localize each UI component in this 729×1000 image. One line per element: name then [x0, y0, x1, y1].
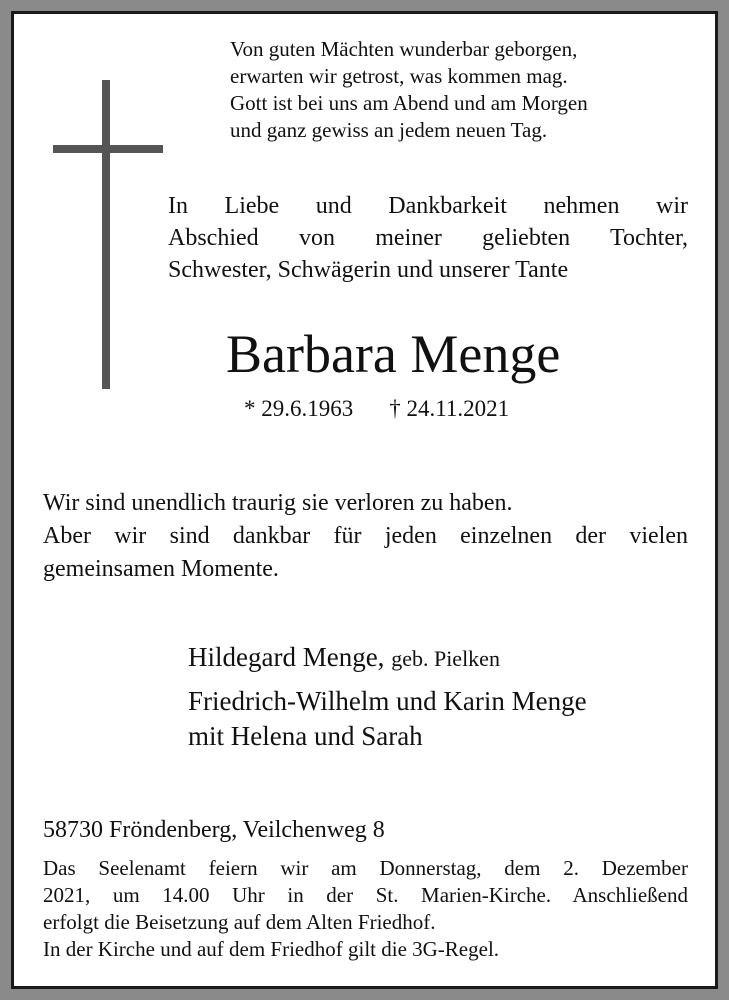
service-line: erfolgt die Beisetzung auf dem Alten Friedhof. [43, 910, 436, 934]
poem-line: erwarten wir getrost, was kommen mag. [230, 64, 568, 88]
deceased-name: Barbara Menge [226, 324, 561, 384]
birth-date: * 29.6.1963 [244, 396, 354, 421]
service-line: In der Kirche und auf dem Friedhof gilt die 3G-Regel. [43, 937, 500, 961]
family-address: 58730 Fröndenberg, Veilchenweg 8 [43, 817, 385, 843]
message-line: gemeinsamen Momente. [43, 556, 279, 582]
remembrance-message [43, 487, 688, 586]
farewell-intro [168, 190, 688, 286]
mourner-name: Hildegard Menge, [188, 642, 385, 672]
cross-vertical-bar [102, 80, 110, 389]
maiden-name-note: geb. Pielken [391, 646, 500, 671]
poem-line: Von guten Mächten wunderbar geborgen, [230, 37, 578, 61]
poem-verse [230, 36, 700, 144]
mourner-line-1 [188, 640, 500, 676]
service-line: Das Seelenamt feiern wir am Donnerstag, dem 2. Dezember [43, 856, 688, 880]
intro-line: Abschied von meiner geliebten Tochter, [168, 225, 688, 251]
intro-line: Schwester, Schwägerin und unserer Tante [168, 257, 569, 283]
intro-line: In Liebe und Dankbarkeit nehmen wir [168, 193, 688, 219]
cross-horizontal-bar [53, 145, 163, 153]
poem-line: und ganz gewiss an jedem neuen Tag. [230, 118, 548, 142]
mourner-line-3: mit Helena und Sarah [188, 721, 423, 751]
message-line: Wir sind unendlich traurig sie verloren zu haben. [43, 490, 513, 516]
funeral-service-info [43, 855, 688, 963]
message-line: Aber wir sind dankbar für jeden einzelnen der vielen [43, 523, 688, 549]
death-date: † 24.11.2021 [389, 396, 510, 421]
mourner-line-2: Friedrich-Wilhelm und Karin Menge [188, 686, 587, 716]
service-line: 2021, um 14.00 Uhr in der St. Marien-Kirche. Anschließend [43, 883, 688, 907]
poem-line: Gott ist bei uns am Abend und am Morgen [230, 91, 588, 115]
life-dates [244, 394, 509, 424]
